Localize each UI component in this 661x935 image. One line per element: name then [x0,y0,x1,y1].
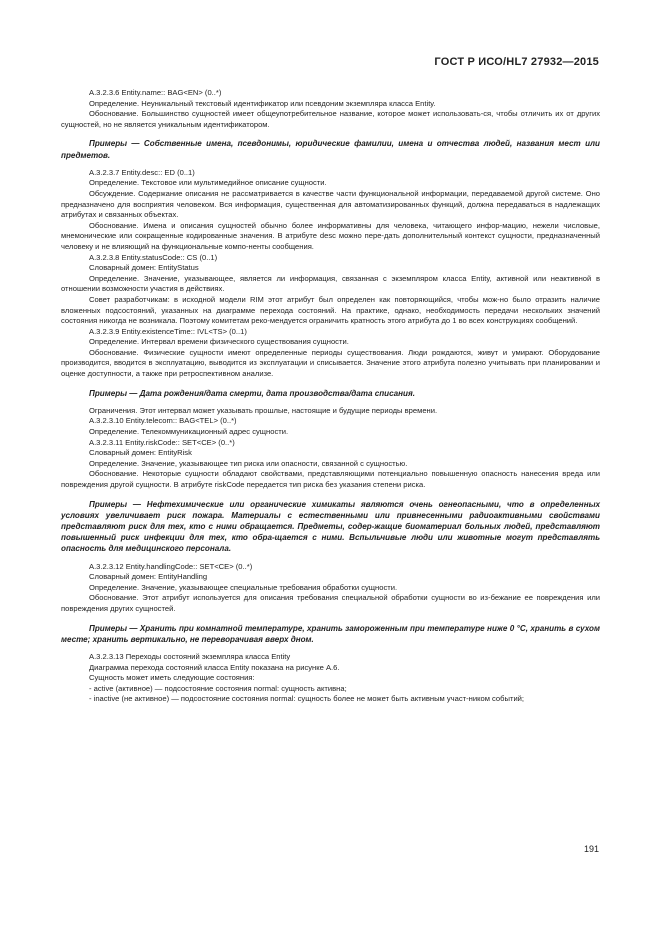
paragraph: Обоснование. Некоторые сущности обладают свойствами, представляющими потенциально повышенную опасность нанесения вреда или повреждения другой сущности. В атрибуте riskCode передается тип риска без указания степени риска. [61,469,600,490]
paragraph: A.3.2.3.8 Entity.statusCode:: CS (0..1) [89,252,218,262]
paragraph: A.3.2.3.9 Entity.existenceTime:: IVL<TS> (0..1) [89,326,247,336]
page-number: 191 [583,844,599,854]
paragraph: Словарный домен: EntityStatus [89,263,199,273]
paragraph: A.3.2.3.6 Entity.name:: BAG<EN> (0..*) [89,88,222,97]
paragraph: Словарный домен: EntityHandling [89,572,208,582]
paragraph: A.3.2.3.7 Entity.desc:: ED (0..1) [89,167,195,177]
example-paragraph: Примеры — Нефтехимические или органические химикаты являются очень огнеопасными, что в определенных условиях увеличивает риск пожара. Материалы с естественными или привнесенными радиоактивными свойствами представляют риск для тех, кто с ними обращается. Предметы, содер-жащие биоматериал больных людей, представляют повышенный риск инфекции для тех, кто обра-щается с ними. Вспыльчивые люди или животные могут представлять опасность для медицинского персонала. [61,499,600,554]
example-paragraph: Примеры — Собственные имена, псевдонимы, юридические фамилии, имена и отчества людей, названия мест или предметов. [61,139,600,160]
paragraph: - active (активное) — подсостояние состояния normal: сущность активна; [89,683,347,693]
paragraph: Диаграмма перехода состояний класса Entity показана на рисунке А.6. [89,662,340,672]
paragraph: A.3.2.3.12 Entity.handlingCode:: SET<CE> (0..*) [89,561,253,571]
paragraph: Обоснование. Физические сущности имеют определенные периоды существования. Люди рождаются, живут и умирают. Оборудование производится, вводится в эксплуатацию, выводится из эксплуатации и списывается. Значение этого атрибута полезно учитывать при планировании и оценке доступности, а также при ретроспективном анализе. [61,347,600,379]
paragraph: Определение. Неуникальный текстовый идентификатор или псевдоним экземпляра класса Entity. [89,98,436,108]
document-body [61,88,600,705]
paragraph: - inactive (не активное) — подсостояние состояния normal: сущность более не может быть активным участ-ником событий; [89,694,525,704]
paragraph: Ограничения. Этот интервал может указывать прошлые, настоящие и будущие периоды времени. [89,405,438,415]
paragraph: Определение. Интервал времени физического существования сущности. [89,337,349,347]
paragraph: Обоснование. Большинство сущностей имеет общеупотребительное название, которое может использовать-ся, чтобы отличить их от других сущностей, но не является уникальным идентификатором. [61,109,600,129]
paragraph: Определение. Телекоммуникационный адрес сущности. [89,427,289,437]
document-header: ГОСТ Р ИСО/HL7 27932—2015 [434,56,599,68]
paragraph: Совет разработчикам: в исходной модели RIM этот атрибут был определен как повторяющийся, чтобы мож-но было отразить наличие вложенных подсостояний, указанных на диаграмме перехода состояний. На практике, однако, необходимость передачи нескольких значений состояния никогда не возникала. Поэтому комитетам реко-мендуется ограничить кратность этого атрибута до 1 во всех конструкциях сообщений. [61,294,600,326]
paragraph: Определение. Значение, указывающее тип риска или опасности, связанной с сущностью. [89,458,408,468]
paragraph: Определение. Текстовое или мультимедийное описание сущности. [89,178,327,188]
paragraph: Определение. Значение, указывающее, является ли информация, связанная с экземпляром класса Entity, активной или неактивной в отношении возможности участия в действиях. [61,273,600,294]
paragraph: A.3.2.3.11 Entity.riskCode:: SET<CE> (0..*) [89,437,235,447]
paragraph: Обоснование. Имена и описания сущностей обычно более информативны для человека, читающего инфор-мацию, нежели числовые, мнемонические или сокращенные кодированные значения. В атрибуте desc можно пере-дать дополнительный контекст сущности, предназначенный человеку и не влияющий на функциональные компо-ненты сообщения. [61,220,600,251]
example-paragraph: Примеры — Хранить при комнатной температуре, хранить замороженным при температуре ниже 0 °C, хранить в сухом месте; хранить вертикально, не переворачивая вверх дном. [61,623,600,644]
paragraph: Определение. Значение, указывающее специальные требования обработки сущности. [89,582,398,592]
paragraph: A.3.2.3.10 Entity.telecom:: BAG<TEL> (0..*) [89,416,237,426]
paragraph: Обоснование. Этот атрибут используется для описания требования специальной обработки сущности во из-бежание ее повреждения или повреждения других сущностей. [61,593,600,613]
paragraph: Словарный домен: EntityRisk [89,448,192,458]
paragraph: Обсуждение. Содержание описания не рассматривается в качестве части функциональной информации, передаваемой другой системе. Оно предназначено для восприятия человеком. Вся информация, существенная для автоматизированных функций, должна передаваться в надлежащих атрибутах и связанных объектах. [61,188,600,220]
paragraph: Сущность может иметь следующие состояния: [89,673,255,683]
example-paragraph: Примеры — Дата рождения/дата смерти, дата производства/дата списания. [89,388,415,398]
paragraph: A.3.2.3.13 Переходы состояний экземпляра класса Entity [89,652,291,661]
